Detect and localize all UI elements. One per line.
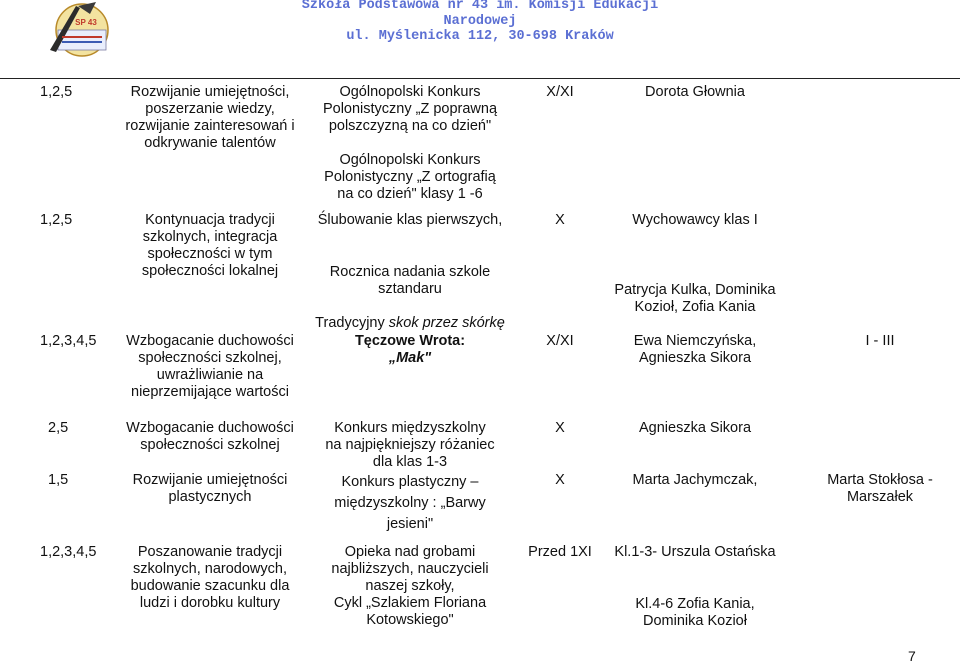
table-top-border: [0, 78, 960, 79]
task-cell: [110, 420, 310, 454]
form-line: Polonistyczny „Z ortografią: [324, 169, 496, 185]
school-name-line2: Narodowej: [443, 13, 517, 29]
task-line: nieprzemijające wartości: [131, 384, 289, 400]
responsible-cell: Agnieszka Sikora: [638, 420, 752, 436]
task-line: Rozwijanie umiejętności: [132, 472, 288, 488]
form-line: naszej szkoły,: [365, 578, 455, 594]
task-line: plastycznych: [168, 489, 252, 505]
form-line: jesieni": [386, 516, 434, 532]
responsible-line: Agnieszka Sikora: [638, 350, 752, 366]
responsible-line: Kl.4-6 Zofia Kania,: [635, 596, 755, 612]
form-line: Kotowskiego": [366, 612, 454, 628]
responsible-line: Ewa Niemczyńska,: [633, 333, 757, 349]
form-line: na najpiękniejszy różaniec: [325, 437, 495, 453]
form-line: Ogólnopolski Konkurs: [339, 152, 481, 168]
task-cell: [110, 212, 310, 280]
form-line: Cykl „Szlakiem Floriana: [333, 595, 487, 611]
form-line: międzyszkolny : „Barwy: [334, 495, 486, 511]
responsible-cell: [600, 282, 790, 316]
responsible-line: Dominika Kozioł: [643, 613, 747, 629]
task-line: społeczności lokalnej: [141, 263, 279, 279]
classes-line: Marta Stokłosa -: [827, 472, 933, 488]
form-line: Rocznica nadania szkole: [329, 264, 491, 280]
form-line: Opieka nad grobami: [344, 544, 476, 560]
form-cell: [310, 472, 510, 535]
task-cell: [110, 544, 310, 612]
form-line: dla klas 1-3: [372, 454, 448, 470]
page-number: 7: [908, 648, 916, 664]
responsible-cell: Kl.1-3- Urszula Ostańska: [614, 544, 776, 560]
form-line: Konkurs plastyczny –: [341, 474, 479, 490]
form-line: „Mak": [388, 350, 432, 366]
task-line: poszerzanie wiedzy,: [145, 101, 275, 117]
date-cell: X: [555, 472, 565, 488]
form-line: na co dzień" klasy 1 -6: [337, 186, 483, 202]
classes-cell: [800, 472, 960, 506]
aims-cell: 1,5: [48, 472, 69, 488]
date-cell: X: [555, 420, 565, 436]
task-cell: [110, 84, 310, 152]
task-line: uwrażliwianie na: [156, 367, 264, 383]
task-line: szkolnych, narodowych,: [133, 561, 287, 577]
task-cell: [110, 472, 310, 506]
responsible-cell: Wychowawcy klas I: [632, 212, 758, 228]
date-cell: X/XI: [546, 333, 574, 349]
task-line: odkrywanie talentów: [144, 135, 276, 151]
school-logo: [20, 0, 130, 58]
date-cell: Przed 1XI: [528, 544, 592, 560]
form-line: Konkurs międzyszkolny: [334, 420, 486, 436]
form-line: Polonistyczny „Z poprawną: [322, 101, 498, 117]
form-cell: [310, 315, 510, 332]
aims-cell: 1,2,3,4,5: [40, 333, 97, 349]
aims-cell: 1,2,5: [40, 212, 73, 228]
task-cell: [110, 333, 310, 401]
aims-cell: 1,2,5: [40, 84, 73, 100]
form-cell: [310, 420, 510, 471]
form-text-italic: skok przez skórkę: [388, 315, 505, 331]
form-line: polszczyzną na co dzień": [328, 118, 492, 134]
responsible-cell: Dorota Głownia: [645, 84, 745, 100]
form-cell: [310, 84, 510, 135]
task-line: szkolnych, integracja: [142, 229, 278, 245]
aims-cell: 1,2,3,4,5: [40, 544, 97, 560]
form-cell: [310, 544, 510, 629]
classes-line: Marszałek: [846, 489, 914, 505]
task-line: Wzbogacanie duchowości: [126, 333, 294, 349]
task-line: rozwijanie zainteresowań i: [125, 118, 295, 134]
task-line: społeczności w tym: [147, 246, 273, 262]
form-cell: [310, 264, 510, 298]
task-line: Poszanowanie tradycji: [137, 544, 283, 560]
school-header: [260, 0, 700, 45]
task-line: Kontynuacja tradycji: [145, 212, 275, 228]
svg-text:SP 43: SP 43: [75, 18, 97, 27]
task-line: społeczności szkolnej: [140, 437, 280, 453]
responsible-cell: [600, 333, 790, 367]
responsible-cell: Marta Jachymczak,: [632, 472, 758, 488]
form-cell: [310, 333, 510, 367]
form-line: sztandaru: [378, 281, 442, 297]
school-name-line1: Szkoła Podstawowa nr 43 im. Komisji Edukacji: [301, 0, 659, 13]
aims-cell: 2,5: [48, 420, 69, 436]
task-line: ludzi i dorobku kultury: [139, 595, 281, 611]
classes-cell: I - III: [865, 333, 895, 349]
responsible-line: Patrycja Kulka, Dominika: [614, 282, 776, 298]
form-text: Tradycyjny: [315, 315, 389, 331]
form-line: Ogólnopolski Konkurs: [339, 84, 481, 100]
date-cell: X: [555, 212, 565, 228]
form-line: Tęczowe Wrota:: [354, 333, 466, 349]
responsible-cell: [600, 596, 790, 630]
form-cell: [310, 152, 510, 203]
form-line: najbliższych, nauczycieli: [331, 561, 489, 577]
task-line: budowanie szacunku dla: [130, 578, 290, 594]
school-address: ul. Myślenicka 112, 30-698 Kraków: [346, 29, 614, 44]
task-line: społeczności szkolnej,: [138, 350, 282, 366]
responsible-line: Kozioł, Zofia Kania: [634, 299, 756, 315]
task-line: Rozwijanie umiejętności,: [130, 84, 290, 100]
task-line: Wzbogacanie duchowości: [126, 420, 294, 436]
form-cell: Ślubowanie klas pierwszych,: [317, 212, 503, 228]
date-cell: X/XI: [546, 84, 574, 100]
